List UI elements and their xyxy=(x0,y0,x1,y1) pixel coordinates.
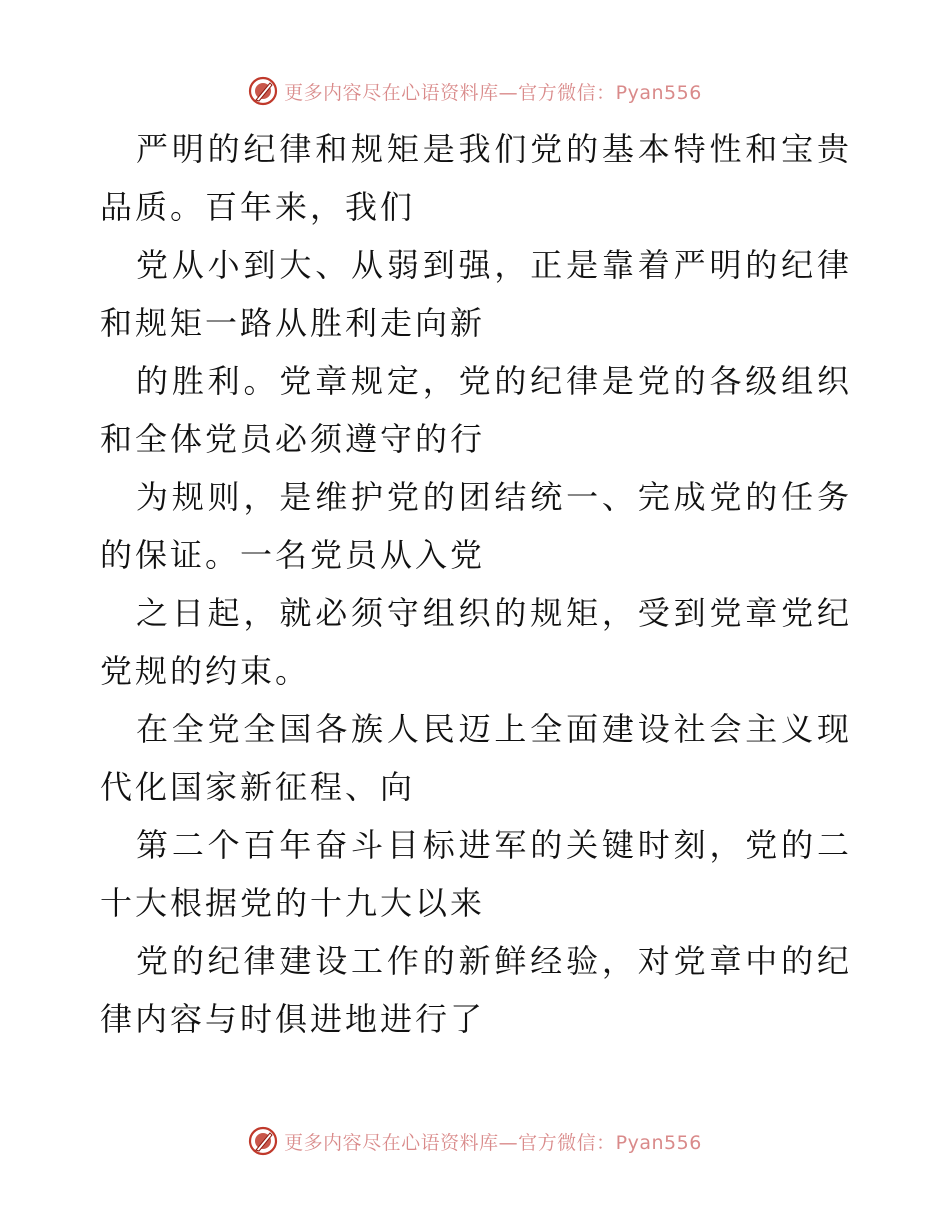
header-watermark xyxy=(0,74,950,108)
paragraph: 的胜利。党章规定，党的纪律是党的各级组织和全体党员必须遵守的行 xyxy=(100,362,852,458)
paragraph: 严明的纪律和规矩是我们党的基本特性和宝贵品质。百年来，我们 xyxy=(100,130,852,226)
paragraph: 为规则，是维护党的团结统一、完成党的任务的保证。一名党员从入党 xyxy=(100,478,852,574)
paragraph: 党的纪律建设工作的新鲜经验，对党章中的纪律内容与时俱进地进行了 xyxy=(100,942,852,1038)
paragraph: 在全党全国各族人民迈上全面建设社会主义现代化国家新征程、向 xyxy=(100,710,852,806)
paragraph: 之日起，就必须守组织的规矩，受到党章党纪党规的约束。 xyxy=(100,594,852,690)
quill-logo-icon xyxy=(248,1126,278,1156)
paragraph: 第二个百年奋斗目标进军的关键时刻，党的二十大根据党的十九大以来 xyxy=(100,826,852,922)
watermark-text: 更多内容尽在心语资料库—官方微信：Pyan556 xyxy=(284,81,702,104)
paragraph: 党从小到大、从弱到强，正是靠着严明的纪律和规矩一路从胜利走向新 xyxy=(100,246,852,342)
footer-watermark xyxy=(0,1124,950,1158)
quill-logo-icon xyxy=(248,76,278,106)
watermark-text: 更多内容尽在心语资料库—官方微信：Pyan556 xyxy=(284,1131,702,1154)
document-body xyxy=(100,120,852,1048)
